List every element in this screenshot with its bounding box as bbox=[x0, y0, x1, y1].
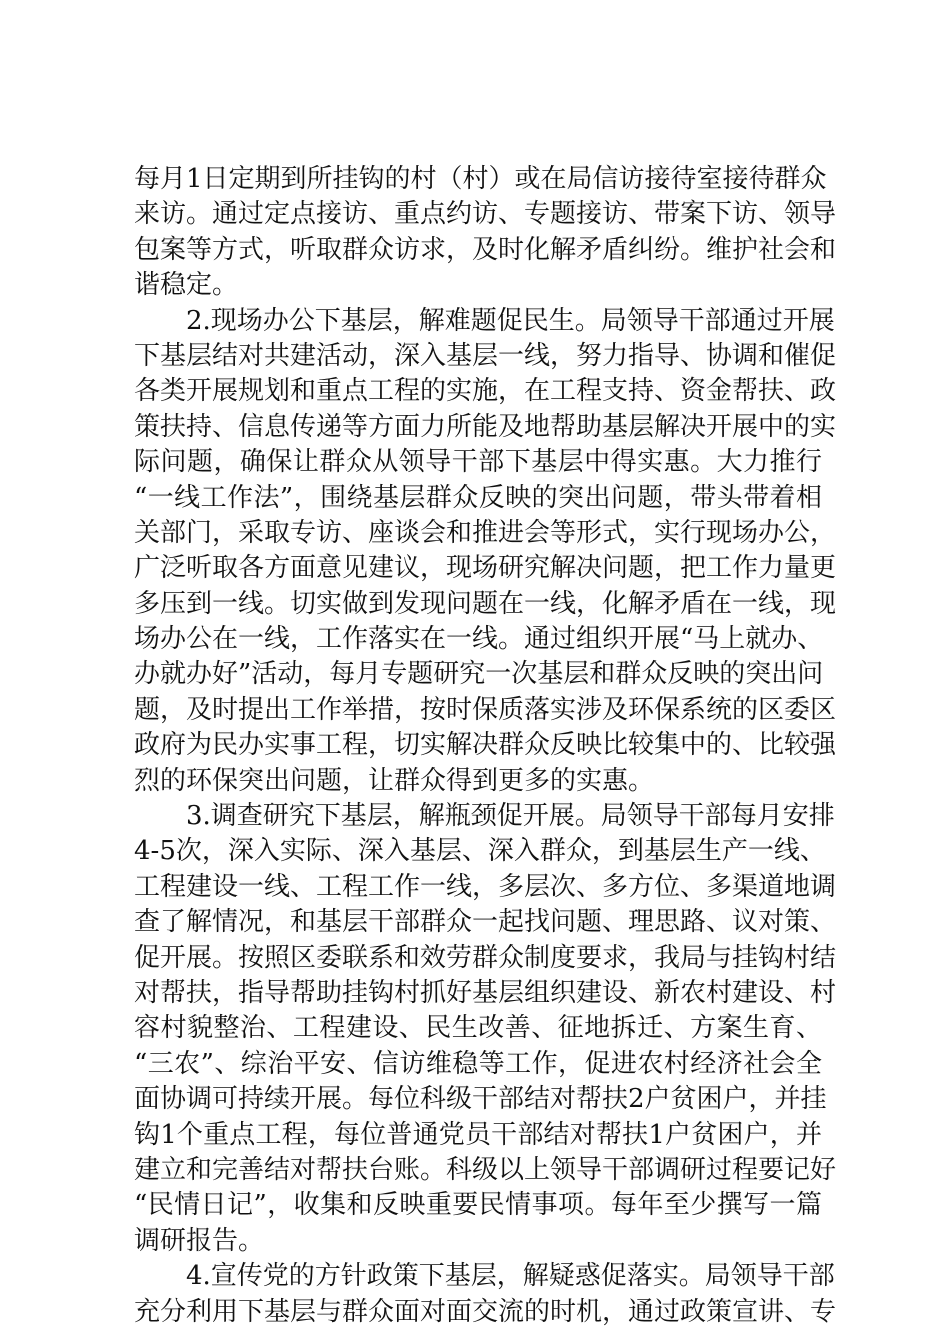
paragraph-2 bbox=[134, 304, 837, 799]
text-line: 4.宣传党的方针政策下基层，解疑惑促落实。局领导干部 bbox=[186, 1261, 835, 1292]
text-line: 场办公在一线，工作落实在一线。通过组织开展“马上就办、 bbox=[134, 624, 824, 655]
document-body bbox=[134, 162, 837, 1330]
text-line: 建立和完善结对帮扶台账。科级以上领导干部调研过程要记好 bbox=[134, 1154, 837, 1185]
text-line: 策扶持、信息传递等方面力所能及地帮助基层解决开展中的实 bbox=[134, 411, 837, 442]
text-line: 3.调查研究下基层，解瓶颈促开展。局领导干部每月安排 bbox=[186, 801, 835, 832]
text-line: 际问题，确保让群众从领导干部下基层中得实惠。大力推行 bbox=[134, 447, 822, 478]
text-line: 题，及时提出工作举措，按时保质落实涉及环保系统的区委区 bbox=[134, 694, 837, 725]
paragraph-1 bbox=[134, 162, 837, 304]
text-line: 钩1个重点工程，每位普通党员干部结对帮扶1户贫困户，并 bbox=[134, 1119, 822, 1150]
text-line: 关部门，采取专访、座谈会和推进会等形式，实行现场办公， bbox=[134, 517, 837, 548]
text-line: 查了解情况，和基层干部群众一起找问题、理思路、议对策、 bbox=[134, 907, 837, 938]
text-line: 来访。通过定点接访、重点约访、专题接访、带案下访、领导 bbox=[134, 199, 837, 230]
text-line: 广泛听取各方面意见建议，现场研究解决问题，把工作力量更 bbox=[134, 553, 837, 584]
paragraph-4 bbox=[134, 1259, 837, 1330]
text-line: “民情日记”，收集和反映重要民情事项。每年至少撰写一篇 bbox=[134, 1190, 822, 1221]
text-line: 办就办好”活动，每月专题研究一次基层和群众反映的突出问 bbox=[134, 659, 824, 690]
text-line: “三农”、综治平安、信访维稳等工作，促进农村经济社会全 bbox=[134, 1048, 822, 1079]
text-line: 容村貌整治、工程建设、民生改善、征地拆迁、方案生育、 bbox=[134, 1013, 822, 1044]
text-line: 面协调可持续开展。每位科级干部结对帮扶2户贫困户，并挂 bbox=[134, 1084, 827, 1115]
text-line: 下基层结对共建活动，深入基层一线，努力指导、协调和催促 bbox=[134, 340, 837, 371]
text-line: 政府为民办实事工程，切实解决群众反映比较集中的、比较强 bbox=[134, 730, 837, 761]
text-line: “一线工作法”，围绕基层群众反映的突出问题，带头带着相 bbox=[134, 482, 822, 513]
text-line: 工程建设一线、工程工作一线，多层次、多方位、多渠道地调 bbox=[134, 871, 837, 902]
text-line: 各类开展规划和重点工程的实施，在工程支持、资金帮扶、政 bbox=[134, 376, 837, 407]
text-line: 谐稳定。 bbox=[134, 270, 239, 301]
text-line: 每月1日定期到所挂钩的村（村）或在局信访接待室接待群众 bbox=[134, 164, 827, 194]
text-line: 充分利用下基层与群众面对面交流的时机，通过政策宣讲、专 bbox=[134, 1296, 837, 1327]
text-line: 包案等方式，听取群众访求，及时化解矛盾纠纷。维护社会和 bbox=[134, 234, 837, 265]
text-line: 促开展。按照区委联系和效劳群众制度要求，我局与挂钩村结 bbox=[134, 942, 837, 973]
text-line: 多压到一线。切实做到发现问题在一线，化解矛盾在一线，现 bbox=[134, 588, 837, 619]
text-line: 对帮扶，指导帮助挂钩村抓好基层组织建设、新农村建设、村 bbox=[134, 977, 837, 1008]
text-line: 调研报告。 bbox=[134, 1225, 265, 1256]
text-line: 2.现场办公下基层，解难题促民生。局领导干部通过开展 bbox=[186, 305, 835, 336]
text-line: 烈的环保突出问题，让群众得到更多的实惠。 bbox=[134, 765, 655, 796]
paragraph-3 bbox=[134, 799, 837, 1259]
text-line: 4-5次，深入实际、深入基层、深入群众，到基层生产一线、 bbox=[134, 836, 826, 867]
